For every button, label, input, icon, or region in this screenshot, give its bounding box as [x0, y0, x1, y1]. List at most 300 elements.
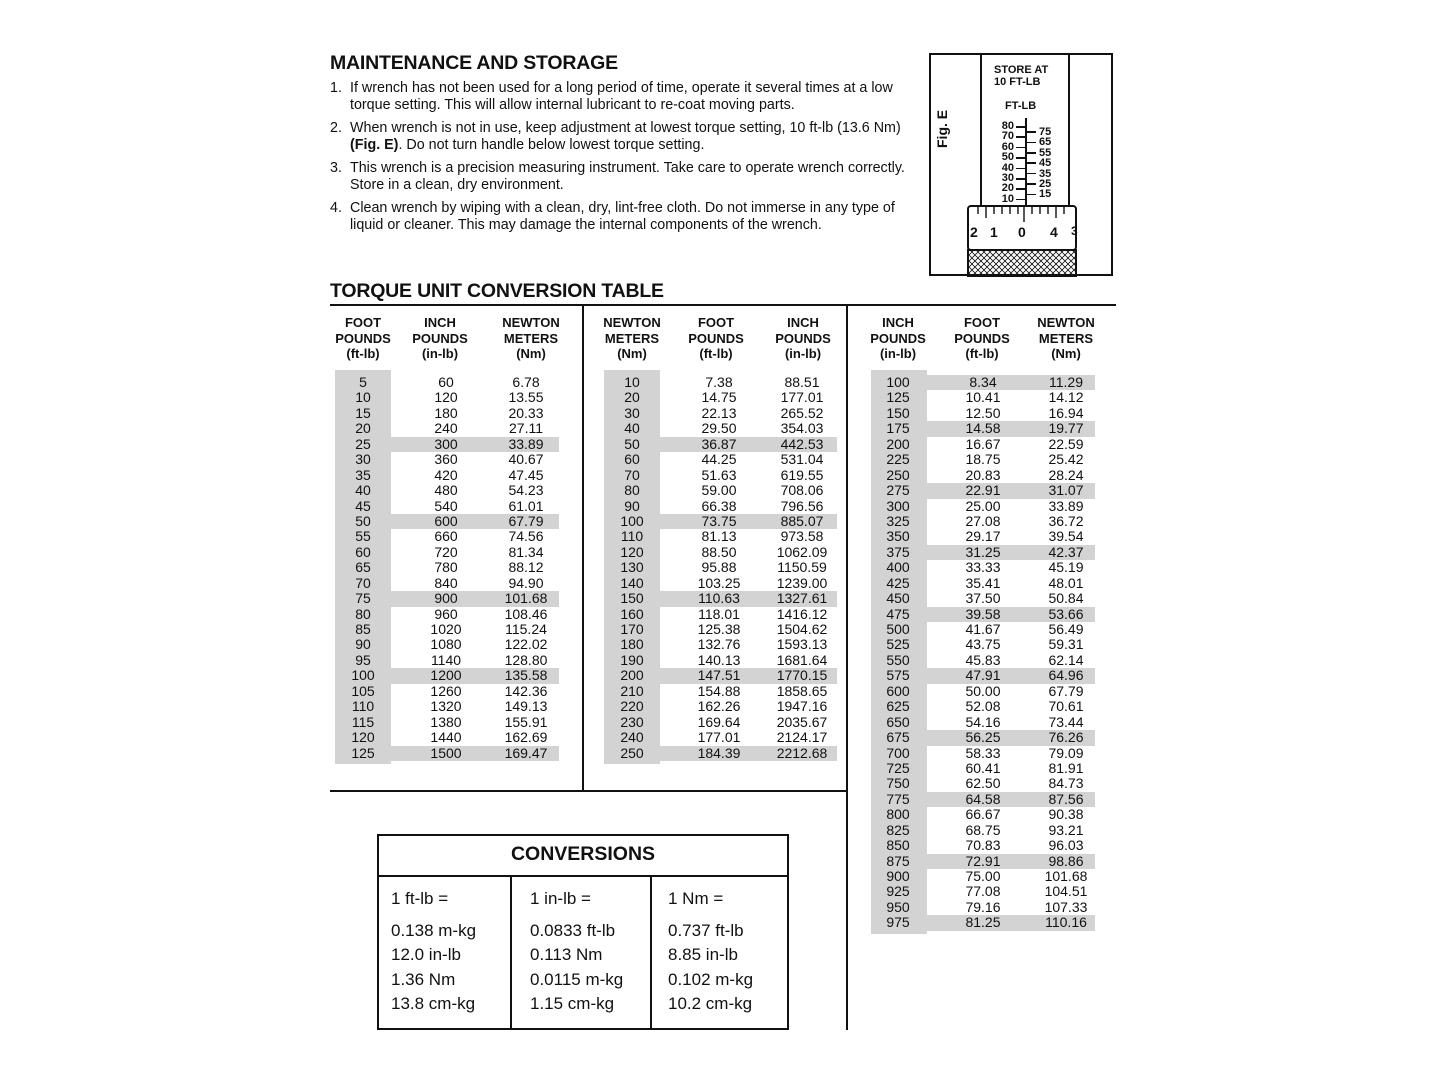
table-cell: 68.75 — [965, 821, 1001, 838]
table-cell: 36.72 — [1048, 512, 1084, 529]
scale-tick — [1026, 183, 1036, 185]
table-cell: 720 — [434, 543, 458, 560]
scale-tick — [1016, 157, 1026, 159]
conversion-value: 1.15 cm-kg — [530, 994, 615, 1013]
column-header-line: (in-lb) — [879, 346, 917, 361]
table-row — [335, 653, 559, 668]
table-cell: 10 — [355, 389, 371, 406]
table-row — [871, 637, 1095, 652]
table-cell: 36.87 — [701, 435, 737, 452]
table-cell: 1380 — [430, 713, 462, 730]
conversion-value: 0.0833 ft-lb — [530, 920, 616, 940]
table-cell: 25.42 — [1048, 451, 1084, 468]
table-row — [871, 529, 1095, 544]
table-cell: 122.02 — [504, 636, 548, 653]
table-cell: 1020 — [430, 621, 462, 637]
table-cell: 190 — [620, 651, 644, 668]
table-cell: 115 — [351, 713, 375, 730]
item-text: Clean wrench by wiping with a clean, dry, lint-free cloth. Do not immerse in any type of liquid or cleaner. This may damage the internal components of the wrench. — [350, 200, 895, 233]
table-row — [604, 437, 837, 452]
table-cell: 14.58 — [965, 420, 1001, 437]
table-cell: 1947.16 — [776, 698, 828, 715]
table-row — [604, 668, 837, 683]
table-row — [871, 452, 1095, 467]
table-cell: 105 — [351, 682, 375, 699]
scale-right-label: 55 — [1039, 146, 1052, 159]
column-header-line: (ft-lb) — [346, 346, 380, 361]
table-cell: 33.89 — [1048, 497, 1084, 514]
table-row — [604, 483, 837, 498]
table-cell: 200 — [620, 667, 644, 684]
table-cell: 375 — [886, 543, 910, 560]
table-cell: 77.08 — [965, 883, 1001, 900]
table-cell: 1150.59 — [777, 559, 827, 576]
table-cell: 5 — [359, 374, 367, 390]
table-cell: 39.54 — [1048, 528, 1084, 545]
maintenance-item — [330, 200, 920, 234]
table-cell: 100 — [351, 667, 375, 684]
table-cell: 75 — [355, 590, 371, 607]
dial-digit: 4 — [1050, 224, 1058, 240]
conversion-value: 0.102 m-kg — [668, 969, 754, 989]
column-header-line: FOOT — [963, 315, 1001, 330]
column-divider — [846, 304, 848, 1030]
table-cell: 700 — [886, 744, 910, 761]
table-cell: 20 — [355, 420, 371, 437]
table-row — [871, 900, 1095, 915]
table-row — [604, 699, 837, 714]
table-cell: 31.25 — [965, 543, 1001, 560]
table-cell: 60.41 — [965, 759, 1001, 776]
conversion-head: 1 ft-lb = — [391, 889, 449, 908]
table-row — [335, 730, 559, 745]
table-cell: 25.00 — [965, 497, 1001, 514]
table-cell: 64.58 — [965, 790, 1001, 807]
conversions-title: CONVERSIONS — [510, 843, 656, 865]
table-cell: 675 — [886, 729, 910, 746]
table-cell: 104.51 — [1044, 883, 1088, 900]
column-header-line: POUNDS — [775, 330, 831, 346]
table-cell: 73.75 — [701, 512, 737, 529]
table-cell: 45 — [355, 497, 371, 514]
table-cell: 6.78 — [512, 374, 540, 390]
table-row — [335, 591, 559, 606]
column-header-line: (Nm) — [617, 346, 647, 361]
table-cell: 35.41 — [965, 574, 1001, 591]
scale-right-label: 75 — [1039, 126, 1052, 138]
table-cell: 30 — [355, 451, 371, 468]
column-header-line: METERS — [1038, 330, 1094, 346]
table-cell: 1062.09 — [776, 543, 828, 560]
table-cell: 47.45 — [508, 466, 544, 483]
table-cell: 56.25 — [965, 729, 1001, 746]
table-row — [871, 792, 1095, 807]
dial-digit: 0 — [1018, 224, 1026, 240]
table-row — [871, 668, 1095, 683]
scale-right-label: 35 — [1039, 167, 1052, 180]
table-cell: 725 — [886, 759, 910, 776]
table-cell: 840 — [434, 574, 458, 591]
table-row — [335, 452, 559, 467]
table-row — [604, 684, 837, 699]
table-cell: 52.08 — [965, 698, 1001, 715]
scale-left-label: 60 — [1001, 140, 1014, 153]
table-row — [604, 622, 837, 637]
table-cell: 28.24 — [1048, 466, 1084, 483]
column-header — [950, 315, 1014, 362]
thimble-icon — [966, 204, 1078, 278]
table-cell: 240 — [434, 420, 458, 437]
table-cell: 45.19 — [1048, 559, 1084, 576]
table-cell: 885.07 — [780, 512, 824, 529]
table-cell: 81.13 — [701, 528, 737, 545]
table-cell: 825 — [886, 821, 910, 838]
scale-right-label: 45 — [1039, 157, 1052, 170]
scale-tick — [1016, 178, 1026, 180]
table-cell: 796.56 — [780, 497, 824, 514]
table-cell: 230 — [620, 713, 644, 730]
table-cell: 75.00 — [965, 868, 1001, 884]
table-cell: 81.25 — [965, 914, 1001, 931]
table-row — [335, 715, 559, 730]
table-cell: 425 — [886, 574, 910, 591]
scale-tick — [1026, 162, 1036, 164]
column-header — [682, 315, 750, 362]
table-cell: 1593.13 — [776, 636, 828, 653]
table-cell: 100 — [886, 374, 910, 390]
table-row — [871, 468, 1095, 483]
table-cell: 90.38 — [1048, 806, 1084, 823]
table-row — [604, 421, 837, 436]
table-cell: 1681.64 — [776, 651, 828, 668]
table-cell: 58.33 — [965, 744, 1001, 761]
table-row — [335, 607, 559, 622]
table-row — [604, 591, 837, 606]
table-cell: 1200 — [430, 667, 462, 684]
table-row — [335, 545, 559, 560]
table-cell: 84.73 — [1048, 775, 1084, 792]
table-cell: 42.37 — [1048, 543, 1084, 560]
table-cell: 350 — [886, 528, 910, 545]
conversion-table-ftlb — [335, 375, 559, 761]
table-row — [871, 622, 1095, 637]
scale-left-label: 80 — [1001, 120, 1014, 132]
table-row — [871, 699, 1095, 714]
table-cell: 79.16 — [965, 898, 1001, 915]
table-row — [604, 406, 837, 421]
column-header-line: FOOT — [697, 315, 735, 330]
table-row — [871, 823, 1095, 838]
column-header-line: NEWTON — [603, 315, 661, 330]
scale-left-label: 10 — [1001, 192, 1014, 205]
store-at-line1: STORE AT — [994, 64, 1049, 76]
table-cell: 67.79 — [508, 512, 544, 529]
table-row — [871, 483, 1095, 498]
table-cell: 2212.68 — [776, 744, 828, 761]
table-cell: 95.88 — [701, 559, 737, 576]
column-header-line: INCH — [882, 315, 914, 330]
scale-right-label: 65 — [1039, 136, 1052, 149]
scale-tick — [1016, 126, 1026, 128]
title-rule — [330, 304, 1116, 306]
item-number: 2. — [330, 120, 342, 136]
table-cell: 110.16 — [1045, 914, 1087, 931]
table-cell: 177.01 — [780, 389, 824, 406]
table-cell: 55 — [355, 528, 371, 545]
table-row — [335, 437, 559, 452]
column-header-line: (in-lb) — [784, 346, 822, 361]
conversion-value: 10.2 cm-kg — [668, 994, 753, 1013]
table-row — [871, 684, 1095, 699]
table-cell: 125 — [886, 389, 910, 406]
column-header-line: POUNDS — [335, 330, 391, 346]
table-cell: 619.55 — [780, 466, 824, 483]
table-cell: 140.13 — [697, 651, 741, 668]
table-row — [871, 576, 1095, 591]
table-cell: 62.14 — [1048, 651, 1084, 668]
table-cell: 177.01 — [697, 729, 741, 746]
table-row — [871, 545, 1095, 560]
table-cell: 118.01 — [698, 605, 740, 622]
table-cell: 50 — [355, 512, 371, 529]
scale-tick — [1026, 173, 1036, 175]
table-cell: 20 — [624, 389, 640, 406]
table-cell: 500 — [886, 621, 910, 637]
table-cell: 93.21 — [1048, 821, 1084, 838]
item-text — [350, 120, 920, 154]
table-cell: 45.83 — [965, 651, 1001, 668]
column-header-line: NEWTON — [502, 315, 560, 330]
table-row — [604, 746, 837, 761]
table-cell: 531.04 — [780, 451, 824, 468]
table-cell: 150 — [886, 404, 910, 421]
table-cell: 76.26 — [1048, 729, 1084, 746]
table-cell: 973.58 — [780, 528, 824, 545]
scale-left-label: 30 — [1001, 172, 1014, 184]
table-cell: 96.03 — [1048, 837, 1084, 854]
table-cell: 70.83 — [965, 837, 1001, 854]
table-cell: 74.56 — [508, 528, 544, 545]
table-row — [335, 421, 559, 436]
conversion-table-inlb — [871, 375, 1095, 931]
conversion-value: 8.85 in-lb — [668, 945, 738, 964]
conversion-column-inlb — [530, 887, 623, 1017]
table-cell: 110 — [351, 698, 375, 715]
table-cell: 275 — [886, 482, 910, 499]
table-cell: 850 — [886, 837, 910, 854]
table-cell: 600 — [434, 512, 458, 529]
table-cell: 960 — [434, 605, 458, 622]
conversion-value: 0.0115 m-kg — [530, 969, 624, 989]
table-row — [871, 869, 1095, 884]
table-cell: 354.03 — [780, 420, 824, 437]
conversions-title-rule — [377, 875, 789, 877]
table-row — [335, 514, 559, 529]
table-cell: 88.50 — [701, 543, 737, 560]
table-row — [871, 421, 1095, 436]
maintenance-list — [330, 80, 920, 240]
table-row — [604, 452, 837, 467]
maintenance-item — [330, 160, 920, 194]
table-cell: 54.16 — [965, 713, 1001, 730]
table-cell: 150 — [620, 590, 644, 607]
table-row — [604, 375, 837, 390]
column-header — [598, 315, 666, 362]
table-cell: 110.63 — [698, 590, 740, 607]
table-cell: 480 — [434, 482, 458, 499]
table-cell: 420 — [434, 466, 458, 483]
table-cell: 1320 — [430, 698, 462, 715]
table-cell: 220 — [620, 698, 644, 715]
table-cell: 450 — [886, 590, 910, 607]
scale-tick — [1026, 194, 1036, 196]
table-cell: 25 — [355, 435, 371, 452]
scale-unit: FT-LB — [1005, 100, 1037, 112]
table-cell: 29.17 — [965, 528, 1001, 545]
table-row — [335, 637, 559, 652]
table-cell: 29.50 — [701, 420, 737, 437]
conversion-value: 13.8 cm-kg — [391, 994, 476, 1013]
table-cell: 149.13 — [504, 698, 548, 715]
table-cell: 900 — [434, 590, 458, 607]
table-row — [871, 607, 1095, 622]
table-cell: 90 — [624, 497, 640, 514]
scale-tick — [1016, 199, 1026, 201]
table-cell: 70 — [624, 466, 640, 483]
table-cell: 40.67 — [508, 451, 544, 468]
table-cell: 16.94 — [1048, 404, 1084, 421]
conversion-table-nm — [604, 375, 837, 761]
column-header — [866, 315, 930, 362]
item-number: 3. — [330, 160, 342, 176]
conversion-column-ftlb — [391, 887, 476, 1017]
table-cell: 120 — [434, 389, 458, 406]
table-cell: 44.25 — [701, 451, 737, 468]
table-row — [335, 684, 559, 699]
scale-left-label: 40 — [1001, 161, 1014, 174]
table-row — [335, 668, 559, 683]
maintenance-title: MAINTENANCE AND STORAGE — [330, 52, 618, 74]
table-cell: 130 — [620, 559, 644, 576]
table-cell: 132.76 — [697, 636, 741, 653]
column-header-line: POUNDS — [954, 330, 1010, 346]
scale-tick — [1016, 136, 1026, 138]
table-cell: 180 — [434, 404, 458, 421]
maintenance-item — [330, 120, 920, 154]
table-cell: 125.38 — [697, 621, 741, 637]
table-cell: 41.67 — [965, 621, 1001, 637]
table-cell: 525 — [886, 636, 910, 653]
table-cell: 10 — [624, 374, 640, 390]
table-cell: 107.33 — [1044, 898, 1088, 915]
item-number: 4. — [330, 200, 342, 216]
scale-tick — [1026, 152, 1036, 154]
table-row — [871, 854, 1095, 869]
table-cell: 975 — [886, 914, 910, 931]
table-cell: 108.46 — [504, 605, 548, 622]
conversion-value: 0.113 Nm — [530, 945, 603, 964]
table-cell: 70 — [355, 574, 371, 591]
column-divider — [582, 304, 584, 792]
table-cell: 2035.67 — [776, 713, 828, 730]
table-cell: 1500 — [430, 744, 462, 761]
table-cell: 39.58 — [965, 605, 1001, 622]
table-cell: 575 — [886, 667, 910, 684]
dial-digit: 1 — [990, 224, 998, 240]
scale-tick — [1016, 188, 1026, 190]
table-cell: 169.47 — [504, 744, 548, 761]
maintenance-item — [330, 80, 920, 114]
scale-left-label: 50 — [1001, 151, 1014, 164]
table-cell: 475 — [886, 605, 910, 622]
table-row — [604, 529, 837, 544]
table-cell: 162.69 — [504, 729, 548, 746]
table-row — [871, 375, 1095, 390]
table-cell: 660 — [434, 528, 458, 545]
scale-left-label: 20 — [1001, 182, 1014, 195]
table-cell: 53.66 — [1048, 605, 1084, 622]
table-row — [604, 653, 837, 668]
table-row — [335, 483, 559, 498]
table-cell: 7.38 — [705, 374, 733, 390]
table-row — [604, 514, 837, 529]
table-cell: 175 — [886, 420, 910, 437]
conversion-value: 1.36 Nm — [391, 969, 456, 989]
table-cell: 27.08 — [965, 512, 1001, 529]
table-row — [335, 699, 559, 714]
table-cell: 22.91 — [965, 482, 1001, 499]
table-cell: 540 — [434, 497, 458, 514]
table-cell: 33.89 — [508, 435, 544, 452]
table-cell: 101.68 — [504, 590, 548, 607]
table-cell: 22.59 — [1048, 435, 1084, 452]
table-cell: 80 — [624, 482, 640, 499]
table-row — [871, 514, 1095, 529]
table-row — [604, 499, 837, 514]
table-cell: 2124.17 — [776, 729, 828, 746]
dial-digit: 2 — [970, 224, 978, 240]
table-cell: 162.26 — [697, 698, 741, 715]
table-cell: 94.90 — [508, 574, 544, 591]
table-cell: 40 — [355, 482, 371, 499]
scale-tick — [1026, 131, 1036, 133]
table-cell: 31.07 — [1048, 482, 1084, 499]
table-cell: 54.23 — [508, 482, 544, 499]
table-cell: 20.33 — [508, 404, 544, 421]
table-cell: 1327.61 — [776, 590, 828, 607]
table-row — [335, 406, 559, 421]
table-cell: 140 — [620, 574, 644, 591]
table-cell: 50.84 — [1048, 590, 1084, 607]
scale-tick — [1016, 147, 1026, 149]
table-cell: 70.61 — [1048, 698, 1084, 715]
table-row — [604, 545, 837, 560]
table-cell: 14.12 — [1048, 389, 1084, 406]
table-cell: 1770.15 — [776, 667, 828, 684]
table-cell: 1260 — [430, 682, 462, 699]
table-cell: 225 — [886, 451, 910, 468]
column-header-line: POUNDS — [412, 330, 468, 346]
column-header-line: INCH — [424, 315, 456, 330]
table-row — [335, 375, 559, 390]
conversion-value: 0.737 ft-lb — [668, 920, 744, 940]
column-header — [495, 315, 567, 362]
table-cell: 875 — [886, 852, 910, 869]
table-cell: 98.86 — [1048, 852, 1084, 869]
table-cell: 1080 — [430, 636, 462, 653]
table-row — [871, 838, 1095, 853]
scale-right-label: 25 — [1039, 178, 1052, 190]
